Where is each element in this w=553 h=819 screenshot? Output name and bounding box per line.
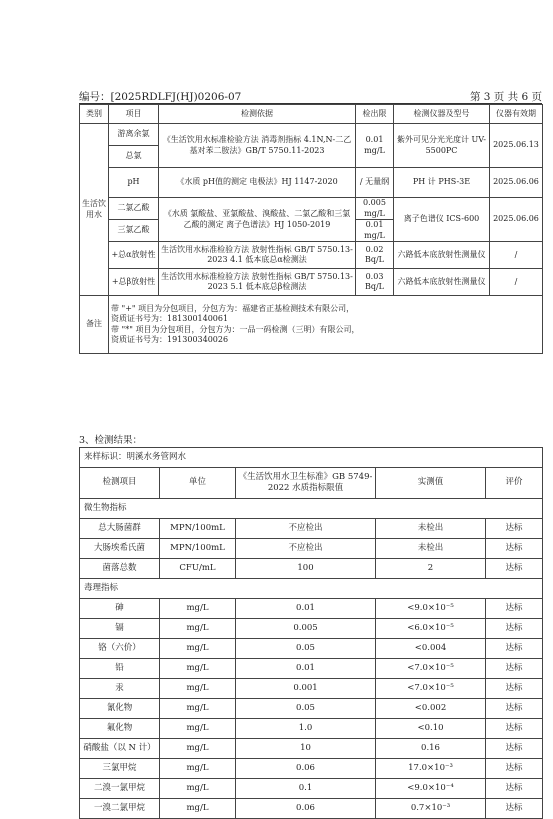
result-eval: 达标: [486, 559, 543, 579]
report-number: 编号：[2025RDLFJ(HJ)0206-07: [79, 91, 242, 103]
remark-line: 资质证书号为：181300140061: [111, 314, 229, 324]
result-limit: 0.06: [236, 799, 376, 819]
col-header-limit: 检出限: [356, 105, 394, 124]
method-validity: 2025.06.06: [490, 198, 543, 242]
result-eval: 达标: [486, 739, 543, 759]
method-item: 三氯乙酸: [109, 220, 159, 242]
method-basis: 《水质 氯酸盐、亚氯酸盐、溴酸盐、二氯乙酸和三氯乙酸的测定 离子色谱法》HJ 1050-2019: [159, 198, 356, 242]
result-unit: mg/L: [160, 779, 236, 799]
result-eval: 达标: [486, 639, 543, 659]
method-instrument: PH 计 PHS-3E: [394, 168, 490, 198]
col-header-unit: 单位: [160, 468, 236, 499]
page-indicator: 第 3 页 共 6 页: [469, 91, 542, 103]
result-item: 二溴一氯甲烷: [80, 779, 160, 799]
result-value: <0.004: [376, 639, 486, 659]
result-value: <9.0×10⁻⁵: [376, 599, 486, 619]
page-header: [79, 89, 542, 104]
method-item: 二氯乙酸: [109, 198, 159, 220]
result-eval: 达标: [486, 799, 543, 819]
col-header-item: 检测项目: [80, 468, 160, 499]
result-eval: 达标: [486, 759, 543, 779]
result-limit: 0.001: [236, 679, 376, 699]
result-eval: 达标: [486, 519, 543, 539]
result-value: 17.0×10⁻³: [376, 759, 486, 779]
method-item: pH: [109, 168, 159, 198]
result-item: 汞: [80, 679, 160, 699]
method-validity: /: [490, 242, 543, 269]
result-limit: 0.01: [236, 659, 376, 679]
method-basis: 《水质 pH值的测定 电极法》HJ 1147-2020: [159, 168, 356, 198]
result-eval: 达标: [486, 699, 543, 719]
result-limit: 0.01: [236, 599, 376, 619]
result-item: 总大肠菌群: [80, 519, 160, 539]
method-item: +总α放射性: [109, 242, 159, 269]
col-header-basis: 检测依据: [159, 105, 356, 124]
result-value: <6.0×10⁻⁵: [376, 619, 486, 639]
result-unit: MPN/100mL: [160, 519, 236, 539]
method-validity: 2025.06.13: [490, 124, 543, 168]
result-value: 未检出: [376, 519, 486, 539]
result-item: 铅: [80, 659, 160, 679]
result-unit: mg/L: [160, 679, 236, 699]
result-limit: 100: [236, 559, 376, 579]
result-limit: 0.005: [236, 619, 376, 639]
section-title: 微生物指标: [80, 499, 543, 519]
method-basis: 生活饮用水标准检验方法 放射性指标 GB/T 5750.13-2023 4.1 低本底总α检测法: [159, 242, 356, 269]
method-table: [79, 104, 543, 354]
col-header-instrument: 检测仪器及型号: [394, 105, 490, 124]
remark-line: 带 "+" 项目为分包项目，分包方为：福建省正基检测技术有限公司，: [111, 303, 355, 313]
method-item: +总β放射性: [109, 269, 159, 296]
method-limit: 0.02 Bq/L: [356, 242, 394, 269]
result-item: 三氯甲烷: [80, 759, 160, 779]
method-item: 游离余氯: [109, 124, 159, 146]
col-header-value: 实测值: [376, 468, 486, 499]
result-item: 一溴二氯甲烷: [80, 799, 160, 819]
method-instrument: 六路低本底放射性测量仪: [394, 269, 490, 296]
result-unit: mg/L: [160, 759, 236, 779]
method-basis: 《生活饮用水标准检验方法 消毒剂指标 4.1N,N-二乙基对苯二胺法》GB/T 5750.11-2023: [159, 124, 356, 168]
result-unit: mg/L: [160, 699, 236, 719]
result-value: 未检出: [376, 539, 486, 559]
result-limit: 0.06: [236, 759, 376, 779]
result-unit: CFU/mL: [160, 559, 236, 579]
result-limit: 10: [236, 739, 376, 759]
result-limit: 1.0: [236, 719, 376, 739]
result-unit: mg/L: [160, 599, 236, 619]
method-limit: / 无量纲: [356, 168, 394, 198]
method-basis: 生活饮用水标准检验方法 放射性指标 GB/T 5750.13-2023 5.1 低本底总β检测法: [159, 269, 356, 296]
result-limit: 不应检出: [236, 519, 376, 539]
result-eval: 达标: [486, 779, 543, 799]
result-value: 2: [376, 559, 486, 579]
remark-label: 备注: [80, 296, 109, 354]
col-header-validity: 仪器有效期: [490, 105, 543, 124]
result-unit: mg/L: [160, 619, 236, 639]
result-item: 铬（六价）: [80, 639, 160, 659]
results-table: [79, 447, 543, 819]
col-header-item: 项目: [109, 105, 159, 124]
result-item: 氰化物: [80, 699, 160, 719]
result-unit: mg/L: [160, 659, 236, 679]
sample-label: 来样标识：明溪水务管网水: [80, 448, 543, 468]
result-item: 大肠埃希氏菌: [80, 539, 160, 559]
col-header-category: 类别: [80, 105, 109, 124]
result-unit: mg/L: [160, 639, 236, 659]
result-value: <9.0×10⁻⁴: [376, 779, 486, 799]
method-limit: 0.03 Bq/L: [356, 269, 394, 296]
method-item: 总氯: [109, 146, 159, 168]
result-item: 硝酸盐（以 N 计）: [80, 739, 160, 759]
col-header-limit: 《生活饮用水卫生标准》GB 5749-2022 水质指标限值: [236, 468, 376, 499]
section-title: 毒理指标: [80, 579, 543, 599]
method-instrument: 离子色谱仪 ICS-600: [394, 198, 490, 242]
result-limit: 0.05: [236, 639, 376, 659]
result-value: 0.16: [376, 739, 486, 759]
method-limit: 0.01 mg/L: [356, 124, 394, 168]
result-value: <7.0×10⁻⁵: [376, 679, 486, 699]
result-eval: 达标: [486, 599, 543, 619]
result-item: 菌落总数: [80, 559, 160, 579]
result-value: <7.0×10⁻⁵: [376, 659, 486, 679]
method-instrument: 紫外可见分光光度计 UV-5500PC: [394, 124, 490, 168]
result-item: 砷: [80, 599, 160, 619]
result-value: <0.10: [376, 719, 486, 739]
result-limit: 不应检出: [236, 539, 376, 559]
col-header-eval: 评价: [486, 468, 543, 499]
result-unit: mg/L: [160, 799, 236, 819]
category-cell: 生活饮用水: [80, 124, 109, 296]
result-item: 氟化物: [80, 719, 160, 739]
remark-text: [109, 296, 543, 354]
result-eval: 达标: [486, 679, 543, 699]
method-limit: 0.01 mg/L: [356, 220, 394, 242]
result-value: 0.7×10⁻³: [376, 799, 486, 819]
result-unit: mg/L: [160, 719, 236, 739]
result-limit: 0.05: [236, 699, 376, 719]
remark-line: 资质证书号为：191300340026: [111, 334, 229, 344]
result-unit: MPN/100mL: [160, 539, 236, 559]
result-eval: 达标: [486, 659, 543, 679]
result-eval: 达标: [486, 719, 543, 739]
results-heading: 3、检测结果：: [79, 435, 143, 446]
method-validity: 2025.06.06: [490, 168, 543, 198]
method-limit: 0.005 mg/L: [356, 198, 394, 220]
result-eval: 达标: [486, 619, 543, 639]
method-validity: /: [490, 269, 543, 296]
result-item: 镉: [80, 619, 160, 639]
result-limit: 0.1: [236, 779, 376, 799]
remark-line: 带 "*" 项目为分包项目，分包方为：一品一码检测（三明）有限公司，: [111, 324, 360, 334]
result-eval: 达标: [486, 539, 543, 559]
result-value: <0.002: [376, 699, 486, 719]
result-unit: mg/L: [160, 739, 236, 759]
method-instrument: 六路低本底放射性测量仪: [394, 242, 490, 269]
